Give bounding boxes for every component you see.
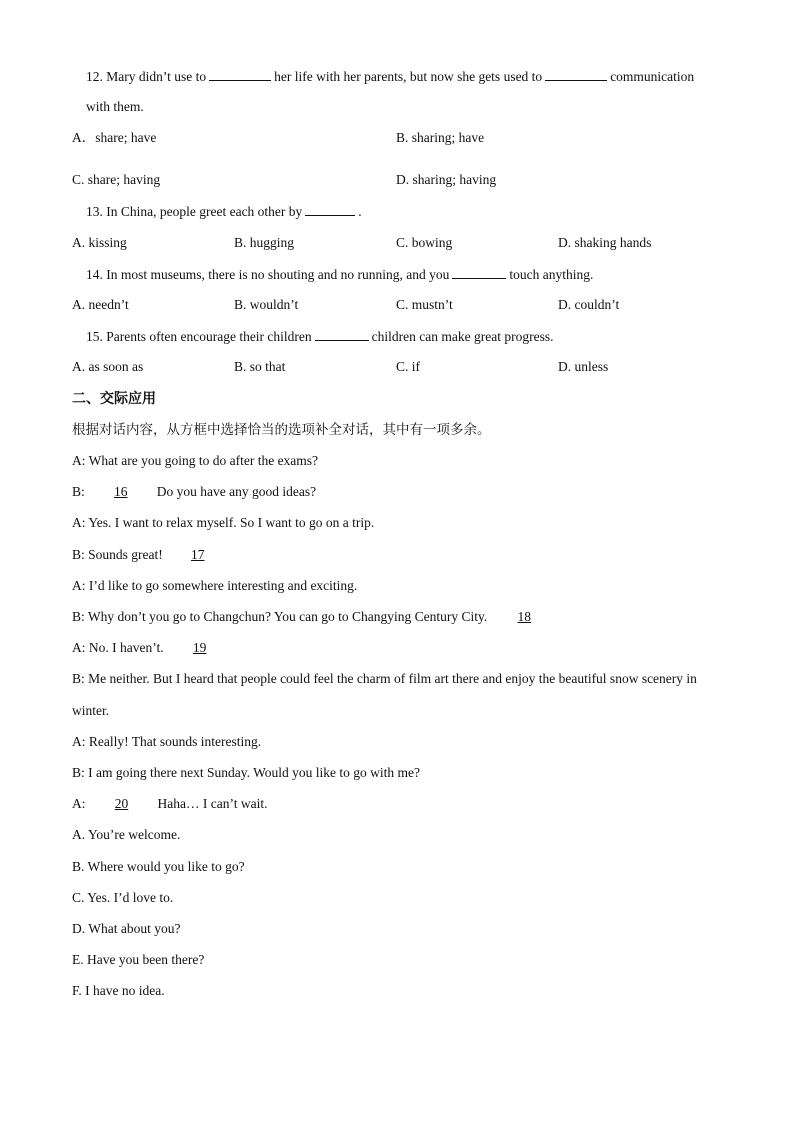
answer-blank-20[interactable]: 20: [114, 796, 129, 811]
q15-stem-b: children can make great progress.: [371, 329, 554, 344]
answer-option-f[interactable]: F. I have no idea.: [72, 983, 165, 998]
speaker-text: A:: [72, 796, 86, 811]
q15-option-d[interactable]: D. unless: [558, 359, 609, 374]
question-13-stem: [86, 202, 362, 221]
q13-stem-end: .: [358, 204, 362, 219]
answer-blank: [305, 202, 355, 216]
q15-stem-a: 15. Parents often encourage their children: [86, 329, 312, 344]
dialogue-line: A: Yes. I want to relax myself. So I want to go on a trip.: [72, 515, 375, 530]
answer-option-c[interactable]: C. Yes. I’d love to.: [72, 890, 174, 905]
q13-stem: 13. In China, people greet each other by: [86, 204, 303, 219]
dialogue-line: [72, 795, 267, 813]
q14-stem-b: touch anything.: [509, 267, 594, 282]
section-instruction: 根据对话内容，从方框中选择恰当的选项补全对话，其中有一项多余。: [72, 422, 491, 438]
answer-option-d[interactable]: D. What about you?: [72, 921, 181, 936]
answer-blank-16[interactable]: 16: [114, 484, 128, 499]
q12-option-a[interactable]: A．share; have: [72, 130, 157, 145]
q15-option-a[interactable]: A. as soon as: [72, 359, 144, 374]
speaker-text: B:: [72, 484, 85, 499]
dialogue-line: A: What are you going to do after the exams?: [72, 453, 319, 468]
q14-option-b[interactable]: B. wouldn’t: [234, 297, 299, 312]
answer-blank: [545, 67, 607, 81]
speaker-text: B: Sounds great!: [72, 547, 163, 562]
answer-blank-18[interactable]: 18: [517, 609, 531, 624]
q14-option-a[interactable]: A. needn’t: [72, 297, 129, 312]
speaker-text: Haha… I can’t wait.: [157, 796, 268, 811]
dialogue-line: [72, 483, 316, 501]
dialogue-line: B: I am going there next Sunday. Would you like to go with me?: [72, 765, 420, 780]
q12-stem-b: her life with her parents, but now she gets used to: [274, 69, 543, 84]
speaker-text: B: Why don’t you go to Changchun? You can go to Changying Century City.: [72, 609, 488, 624]
dialogue-line: B: Me neither. But I heard that people could feel the charm of film art there and enjoy the beautiful snow scenery in: [72, 671, 697, 686]
answer-blank: [209, 67, 271, 81]
dialogue-line: A: Really! That sounds interesting.: [72, 734, 262, 749]
q12-option-b[interactable]: B. sharing; have: [396, 130, 485, 145]
dialogue-line: A: I’d like to go somewhere interesting and exciting.: [72, 578, 358, 593]
answer-blank-17[interactable]: 17: [191, 547, 205, 562]
answer-blank: [452, 265, 506, 279]
answer-option-e[interactable]: E. Have you been there?: [72, 952, 205, 967]
speaker-text: A: No. I haven’t.: [72, 640, 164, 655]
q12-option-c[interactable]: C. share; having: [72, 172, 161, 187]
dialogue-line: winter.: [72, 703, 110, 718]
q15-option-b[interactable]: B. so that: [234, 359, 286, 374]
q15-option-c[interactable]: C. if: [396, 359, 421, 374]
dialogue-line: [72, 608, 561, 626]
q13-option-c[interactable]: C. bowing: [396, 235, 453, 250]
q12-stem-c: communication: [610, 69, 695, 84]
question-12-stem: [86, 67, 694, 86]
section-title: 二、交际应用: [72, 391, 156, 407]
dialogue-line: [72, 546, 233, 564]
answer-blank: [315, 327, 369, 341]
q13-option-a[interactable]: A. kissing: [72, 235, 127, 250]
q13-option-b[interactable]: B. hugging: [234, 235, 295, 250]
question-15-stem: [86, 327, 553, 346]
answer-option-a[interactable]: A. You’re welcome.: [72, 827, 181, 842]
q12-stem-a: 12. Mary didn’t use to: [86, 69, 207, 84]
q12-stem-d: with them.: [86, 99, 144, 114]
q12-option-d[interactable]: D. sharing; having: [396, 172, 497, 187]
q14-option-d[interactable]: D. couldn’t: [558, 297, 620, 312]
answer-option-b[interactable]: B. Where would you like to go?: [72, 859, 245, 874]
q14-stem-a: 14. In most museums, there is no shouting and no running, and you: [86, 267, 450, 282]
question-14-stem: [86, 265, 593, 284]
answer-blank-19[interactable]: 19: [192, 640, 207, 655]
q14-option-c[interactable]: C. mustn’t: [396, 297, 453, 312]
dialogue-line: [72, 639, 236, 657]
q13-option-d[interactable]: D. shaking hands: [558, 235, 652, 250]
speaker-text: Do you have any good ideas?: [156, 484, 317, 499]
